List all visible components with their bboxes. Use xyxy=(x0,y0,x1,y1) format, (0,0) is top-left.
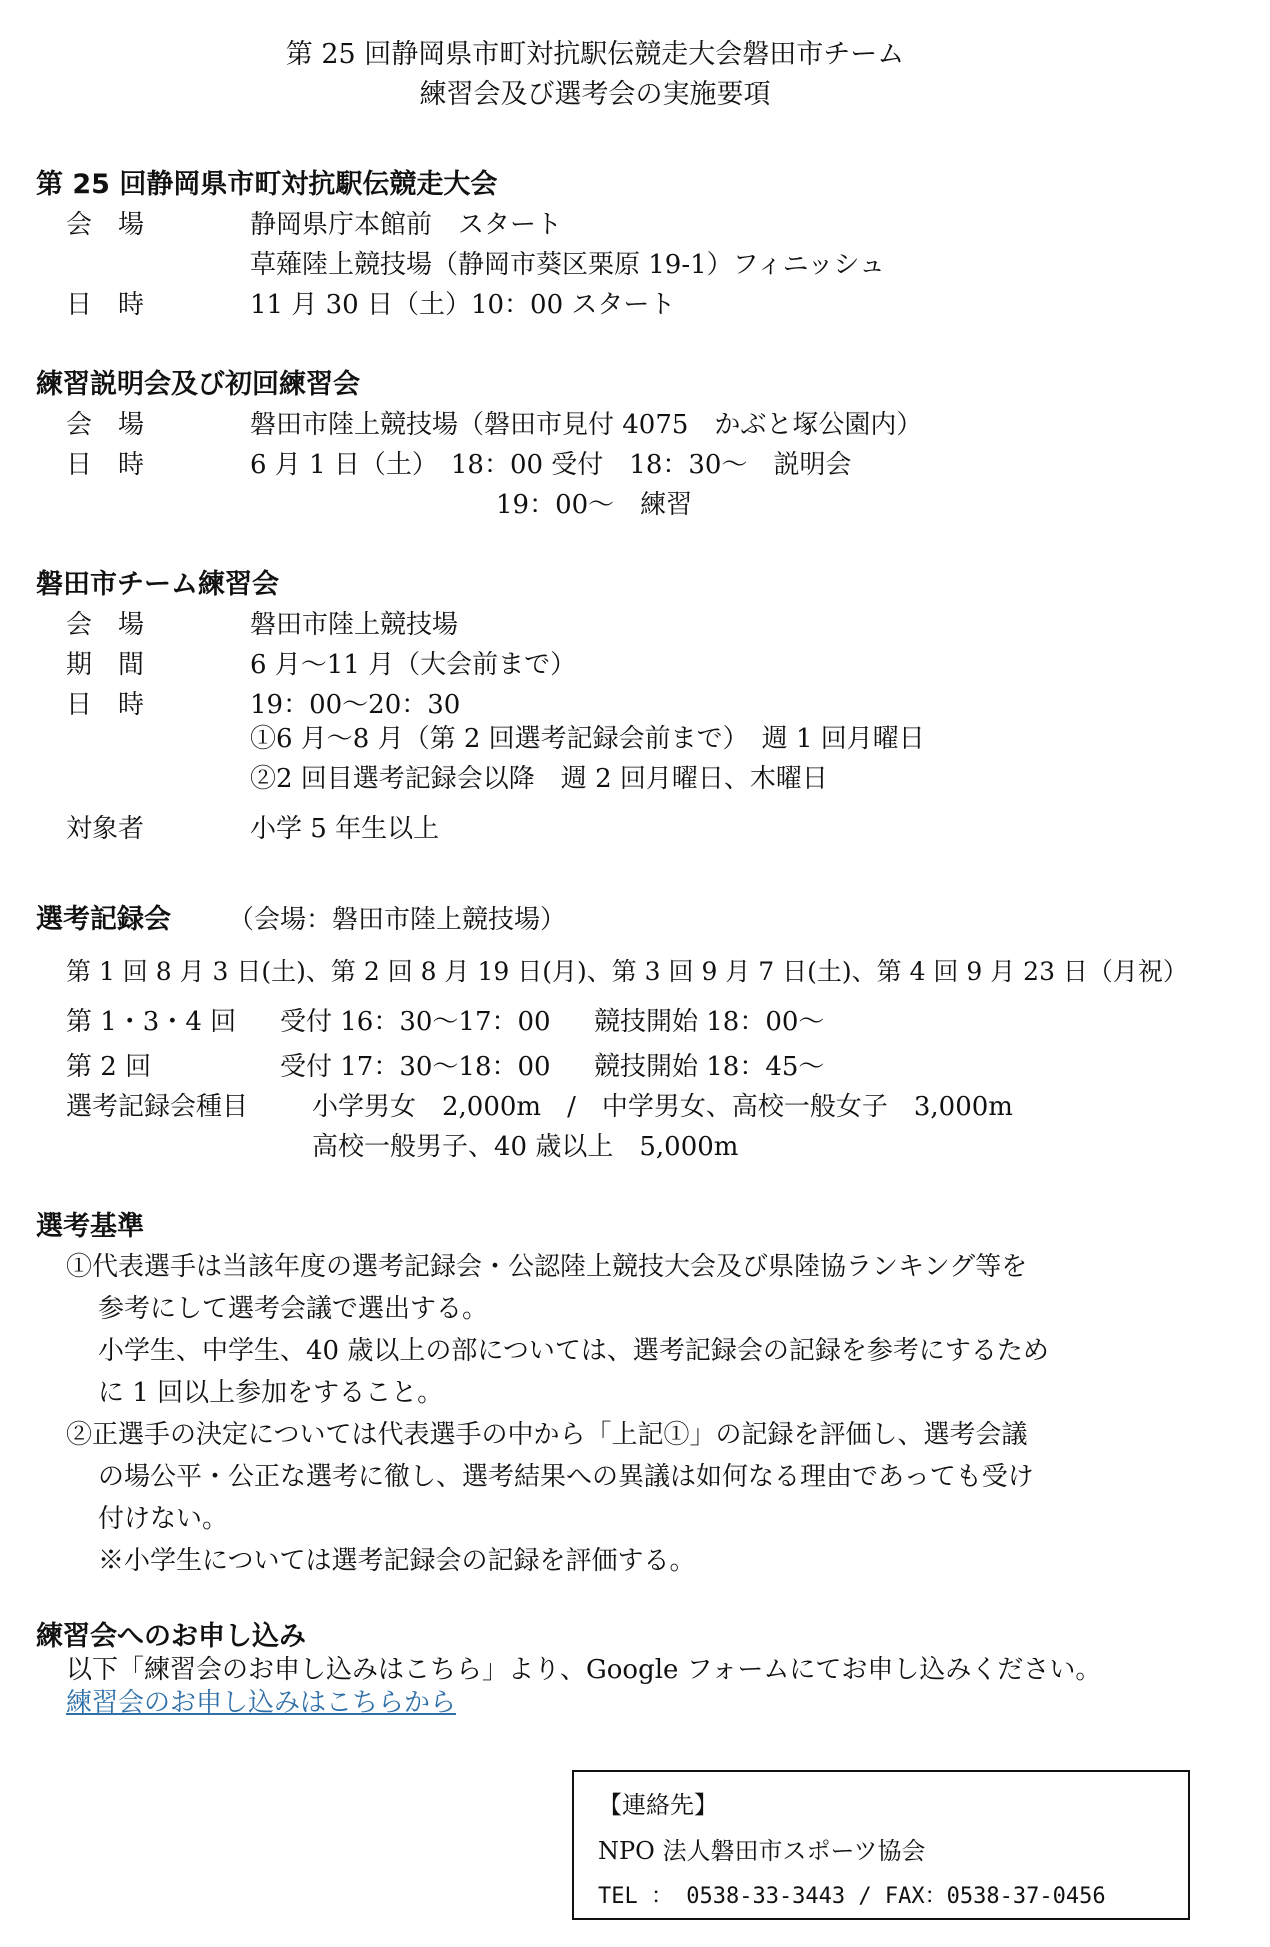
contact-heading: 【連絡先】 xyxy=(598,1791,718,1819)
criteria-line-2: 参考にして選考会議で選出する。 xyxy=(98,1294,489,1324)
practice-time: 19：00～20：30 xyxy=(250,690,461,720)
events-label: 選考記録会種目 xyxy=(66,1092,249,1122)
criteria-line-6: の場公平・公正な選考に徹し、選考結果への異議は如何なる理由であっても受け xyxy=(98,1462,1034,1492)
document-title-line-1: 第 25 回静岡県市町対抗駅伝競走大会磐田市チーム xyxy=(285,39,905,70)
briefing-date-label: 日 時 xyxy=(66,450,145,480)
practice-time-label: 日 時 xyxy=(66,690,145,720)
practice-heading: 磐田市チーム練習会 xyxy=(36,569,279,600)
criteria-heading: 選考基準 xyxy=(36,1211,144,1242)
tournament-venue-finish: 草薙陸上競技場（静岡市葵区栗原 19-1）フィニッシュ xyxy=(250,250,886,280)
tournament-venue-label: 会 場 xyxy=(66,210,145,240)
contact-box xyxy=(572,1770,1190,1920)
practice-venue: 磐田市陸上競技場 xyxy=(250,610,459,640)
document-title-line-2: 練習会及び選考会の実施要項 xyxy=(419,79,771,110)
tournament-date: 11 月 30 日（土）10：00 スタート xyxy=(250,290,676,320)
round-134-reception: 受付 16：30～17：00 xyxy=(280,1007,551,1037)
round-134-start: 競技開始 18：00～ xyxy=(594,1007,825,1037)
tournament-heading: 第 25 回静岡県市町対抗駅伝競走大会 xyxy=(36,169,498,200)
briefing-date-line-2: 19：00～ 練習 xyxy=(496,490,693,520)
application-text: 以下「練習会のお申し込みはこちら」より、Google フォームにてお申し込みください。 xyxy=(66,1655,1102,1685)
briefing-venue-label: 会 場 xyxy=(66,410,145,440)
briefing-heading: 練習説明会及び初回練習会 xyxy=(36,369,360,400)
round-2-label: 第 2 回 xyxy=(66,1052,152,1082)
contact-organization: NPO 法人磐田市スポーツ協会 xyxy=(598,1837,926,1865)
events-line-2: 高校一般男子、40 歳以上 5,000m xyxy=(312,1132,739,1162)
briefing-date-line-1: 6 月 1 日（土） 18：00 受付 18：30～ 説明会 xyxy=(250,450,852,480)
briefing-venue: 磐田市陸上競技場（磐田市見付 4075 かぶと塚公園内） xyxy=(250,410,923,440)
application-form-link[interactable]: 練習会のお申し込みはこちらから xyxy=(66,1688,457,1718)
contact-phone-fax: TEL ： 0538-33-3443 / FAX：0538-37-0456 xyxy=(598,1884,1106,1909)
round-2-reception: 受付 17：30～18：00 xyxy=(280,1052,551,1082)
practice-period: 6 月～11 月（大会前まで） xyxy=(250,650,577,680)
criteria-line-4: に 1 回以上参加をすること。 xyxy=(98,1378,444,1408)
practice-venue-label: 会 場 xyxy=(66,610,145,640)
practice-schedule-2: ②2 回目選考記録会以降 週 2 回月曜日、木曜日 xyxy=(250,764,828,794)
selection-meet-heading: 選考記録会 xyxy=(36,904,171,935)
criteria-line-1: ①代表選手は当該年度の選考記録会・公認陸上競技大会及び県陸協ランキング等を xyxy=(66,1252,1028,1282)
tournament-venue-start: 静岡県庁本館前 スタート xyxy=(250,210,563,240)
practice-target: 小学 5 年生以上 xyxy=(250,814,440,844)
application-heading: 練習会へのお申し込み xyxy=(36,1621,306,1652)
criteria-line-7: 付けない。 xyxy=(98,1504,229,1534)
round-2-start: 競技開始 18：45～ xyxy=(594,1052,825,1082)
round-134-label: 第 1・3・4 回 xyxy=(66,1007,237,1037)
tournament-date-label: 日 時 xyxy=(66,290,145,320)
practice-schedule-1: ①6 月～8 月（第 2 回選考記録会前まで） 週 1 回月曜日 xyxy=(250,724,925,754)
practice-target-label: 対象者 xyxy=(66,814,145,844)
selection-meet-dates: 第 1 回 8 月 3 日(土)、第 2 回 8 月 19 日(月)、第 3 回 9 月 7 日(土)、第 4 回 9 月 23 日（月祝） xyxy=(66,957,1188,986)
practice-period-label: 期 間 xyxy=(66,650,145,680)
criteria-line-8: ※小学生については選考記録会の記録を評価する。 xyxy=(98,1546,696,1576)
selection-meet-venue-note: （会場：磐田市陸上競技場） xyxy=(228,905,567,935)
criteria-line-3: 小学生、中学生、40 歳以上の部については、選考記録会の記録を参考にするため xyxy=(98,1336,1049,1366)
events-line-1: 小学男女 2,000m / 中学男女、高校一般女子 3,000m xyxy=(312,1092,1013,1122)
criteria-line-5: ②正選手の決定については代表選手の中から「上記①」の記録を評価し、選考会議 xyxy=(66,1420,1028,1450)
